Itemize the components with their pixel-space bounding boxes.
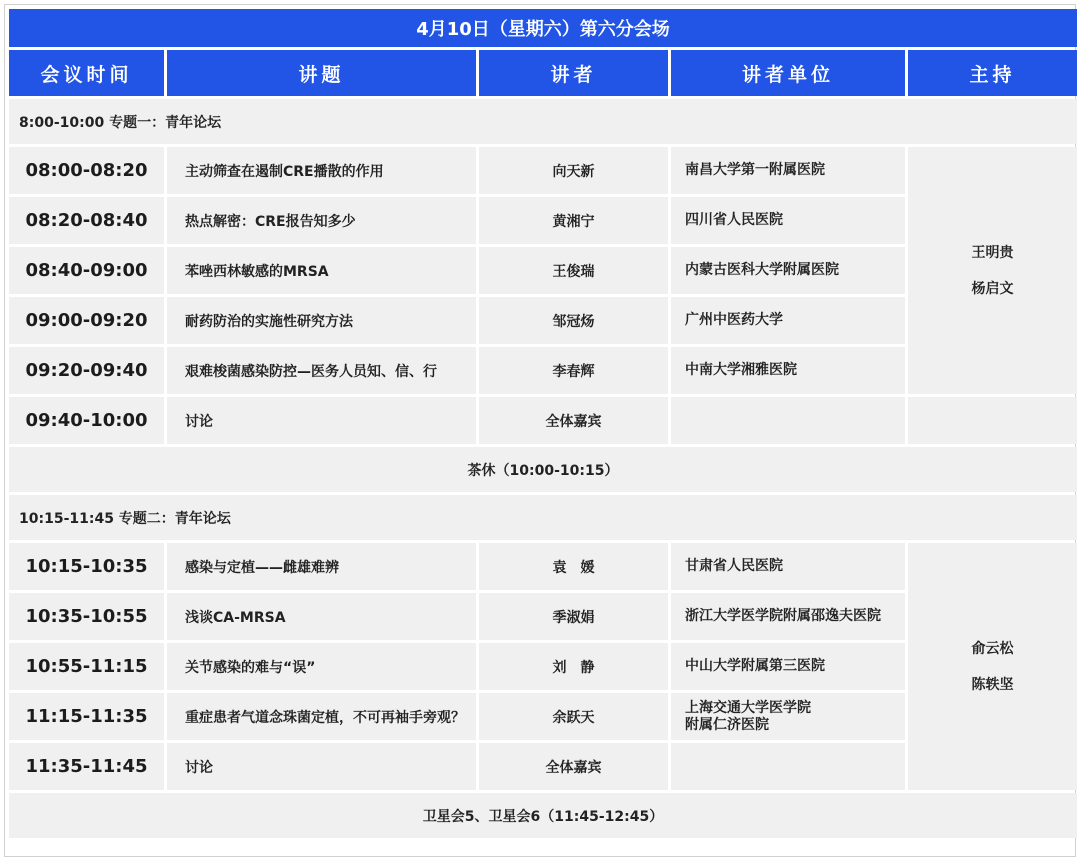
header-org: 讲者单位: [671, 50, 905, 96]
discussion-row: [9, 397, 1077, 444]
header-speaker: 讲者: [479, 50, 668, 96]
org-cell: 四川省人民医院: [671, 197, 905, 244]
header-row: [9, 50, 1077, 96]
host-cell: [908, 147, 1077, 394]
satellite-session: 卫星会5、卫星会6（11:45-12:45）: [9, 793, 1077, 838]
org-cell: [671, 693, 905, 740]
schedule-table: [6, 6, 1080, 841]
topic-cell: 艰难梭菌感染防控—医务人员知、信、行: [167, 347, 476, 394]
topic-cell: 感染与定植——雌雄难辨: [167, 543, 476, 590]
tea-break: 茶休（10:00-10:15）: [9, 447, 1077, 492]
org-cell: 浙江大学医学院附属邵逸夫医院: [671, 593, 905, 640]
page-title: 4月10日（星期六）第六分会场: [9, 9, 1077, 47]
topic-cell: 浅谈CA-MRSA: [167, 593, 476, 640]
topic-cell: 苯唑西林敏感的MRSA: [167, 247, 476, 294]
org-cell: 内蒙古医科大学附属医院: [671, 247, 905, 294]
host-name: 杨启文: [971, 280, 1014, 297]
time-cell: 10:55-11:15: [9, 643, 164, 690]
time-cell: 08:40-09:00: [9, 247, 164, 294]
time-cell: 09:20-09:40: [9, 347, 164, 394]
topic-cell: 讨论: [167, 397, 476, 444]
host-cell: [908, 397, 1077, 444]
org-cell: 甘肃省人民医院: [671, 543, 905, 590]
org-cell: [671, 743, 905, 790]
time-cell: 10:35-10:55: [9, 593, 164, 640]
topic-cell: 讨论: [167, 743, 476, 790]
speaker-cell: 王俊瑞: [479, 247, 668, 294]
topic-cell: 热点解密：CRE报告知多少: [167, 197, 476, 244]
time-cell: 09:00-09:20: [9, 297, 164, 344]
time-cell: 11:35-11:45: [9, 743, 164, 790]
speaker-cell: 刘 静: [479, 643, 668, 690]
speaker-cell: 余跃天: [479, 693, 668, 740]
org-cell: 南昌大学第一附属医院: [671, 147, 905, 194]
topic-cell: 关节感染的难与“误”: [167, 643, 476, 690]
table-row: [9, 147, 1077, 194]
host-name: 王明贵: [971, 244, 1014, 261]
time-cell: 11:15-11:35: [9, 693, 164, 740]
org-line: 上海交通大学医学院: [685, 699, 811, 716]
speaker-cell: 邹冠炀: [479, 297, 668, 344]
speaker-cell: 向天新: [479, 147, 668, 194]
time-cell: 08:00-08:20: [9, 147, 164, 194]
org-line: 附属仁济医院: [685, 716, 769, 733]
host-name: 俞云松: [971, 640, 1014, 657]
speaker-cell: 李春辉: [479, 347, 668, 394]
org-cell: [671, 397, 905, 444]
topic-cell: 主动筛查在遏制CRE播散的作用: [167, 147, 476, 194]
section-label: 10:15-11:45 专题二：青年论坛: [9, 495, 1077, 540]
topic-cell: 耐药防治的实施性研究方法: [167, 297, 476, 344]
org-cell: 广州中医药大学: [671, 297, 905, 344]
org-cell: 中山大学附属第三医院: [671, 643, 905, 690]
org-cell: 中南大学湘雅医院: [671, 347, 905, 394]
speaker-cell: 袁 媛: [479, 543, 668, 590]
speaker-cell: 全体嘉宾: [479, 743, 668, 790]
section-label: 8:00-10:00 专题一：青年论坛: [9, 99, 1077, 144]
speaker-cell: 季淑娟: [479, 593, 668, 640]
topic-cell: 重症患者气道念珠菌定植，不可再袖手旁观？: [167, 693, 476, 740]
header-time: 会议时间: [9, 50, 164, 96]
speaker-cell: 黄湘宁: [479, 197, 668, 244]
time-cell: 10:15-10:35: [9, 543, 164, 590]
header-topic: 讲题: [167, 50, 476, 96]
host-cell: [908, 543, 1077, 790]
header-host: 主持: [908, 50, 1077, 96]
time-cell: 08:20-08:40: [9, 197, 164, 244]
table-row: [9, 543, 1077, 590]
speaker-cell: 全体嘉宾: [479, 397, 668, 444]
host-name: 陈轶坚: [971, 676, 1014, 693]
time-cell: 09:40-10:00: [9, 397, 164, 444]
